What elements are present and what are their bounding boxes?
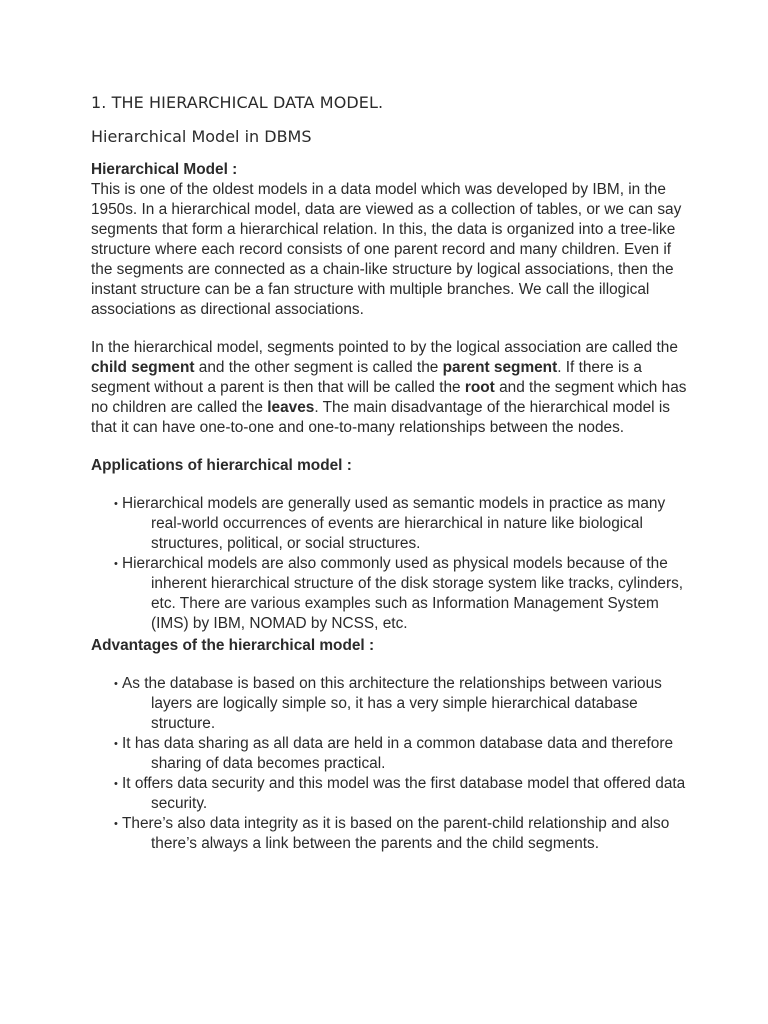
- bullet-icon: •: [114, 498, 118, 510]
- bullet-icon: •: [114, 558, 118, 570]
- main-heading: 1. THE HIERARCHICAL DATA MODEL.: [91, 93, 384, 112]
- section-title-advantages: Advantages of the hierarchical model :: [91, 637, 375, 654]
- list-item-text: Hierarchical models are also commonly used as physical models because of the inherent hierarchical structure of the disk storage system like tracks, cylinders, etc. There are various examples such as Information Management System (IMS) by IBM, NOMAD by NCSS, etc.: [122, 555, 684, 632]
- list-item: [91, 814, 691, 854]
- section-title-hierarchical-model: Hierarchical Model :: [91, 161, 238, 178]
- term-leaves: leaves: [267, 399, 315, 416]
- text-run: In the hierarchical model, segments pointed to by the logical association are called the: [91, 339, 678, 356]
- bullet-icon: •: [114, 678, 118, 690]
- bullet-icon: •: [114, 778, 118, 790]
- document-page: [91, 92, 691, 854]
- list-item-text: It has data sharing as all data are held in a common database data and therefore sharing of data becomes practical.: [122, 735, 674, 772]
- term-parent-segment: parent segment: [442, 359, 558, 376]
- list-item: [91, 494, 691, 554]
- text-run: and the other segment is called the: [194, 359, 443, 376]
- list-item-text: As the database is based on this architecture the relationships between various layers are logically simple so, it has a very simple hierarchical database structure.: [122, 675, 662, 732]
- bullet-icon: •: [114, 738, 118, 750]
- list-item-text: There’s also data integrity as it is based on the parent-child relationship and also there’s always a link between the parents and the child segments.: [122, 815, 670, 852]
- applications-list: [91, 494, 691, 634]
- list-item: [91, 554, 691, 634]
- list-item: [91, 674, 691, 734]
- list-item-text: Hierarchical models are generally used as semantic models in practice as many real-world occurrences of events are hierarchical in nature like biological structures, political, or social structures.: [122, 495, 666, 552]
- advantages-list: [91, 674, 691, 854]
- text-run: . The main disadvantage of the hierarchical model is that it can have one-to-one and one-to-many relationships between the nodes.: [91, 399, 670, 436]
- paragraph-segments: [91, 338, 691, 438]
- text-run: . If there is a segment without a parent is then that will be called the: [91, 359, 642, 396]
- list-item: [91, 774, 691, 814]
- section-title-applications: Applications of hierarchical model :: [91, 457, 352, 474]
- text-run: and the segment which has no children are called the: [91, 379, 687, 416]
- paragraph-intro: This is one of the oldest models in a data model which was developed by IBM, in the 1950s. In a hierarchical model, data are viewed as a collection of tables, or we can say segments that form a hierarchical relation. In this, the data is organized into a tree-like structure where each record consists of one parent record and many children. Even if the segments are connected as a chain-like structure by logical associations, then the instant structure can be a fan structure with multiple branches. We call the illogical associations as directional associations.: [91, 181, 682, 318]
- list-item: [91, 734, 691, 774]
- bullet-icon: •: [114, 818, 118, 830]
- term-child-segment: child segment: [91, 359, 195, 376]
- sub-heading: Hierarchical Model in DBMS: [91, 127, 312, 146]
- list-item-text: It offers data security and this model was the first database model that offered data security.: [122, 775, 686, 812]
- term-root: root: [464, 379, 495, 396]
